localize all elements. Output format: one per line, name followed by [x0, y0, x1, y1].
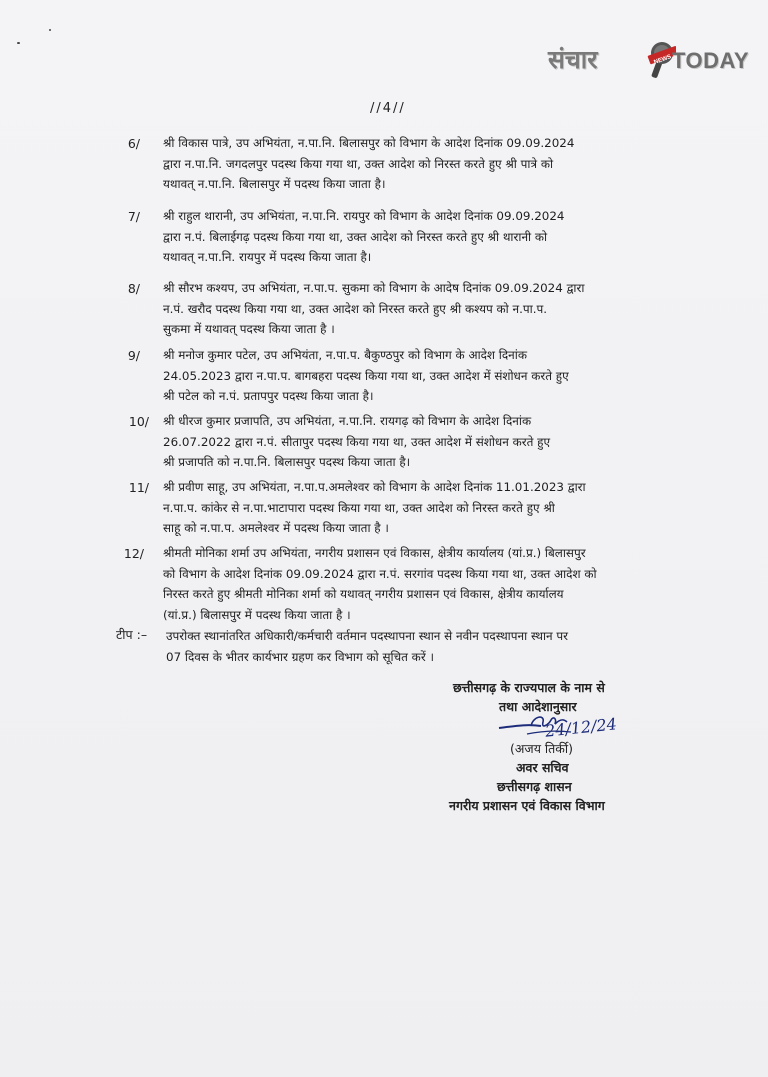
scan-speck [17, 42, 20, 44]
logo-english-text: TODAY [672, 48, 750, 73]
item-line: श्री मनोज कुमार पटेल, उप अभियंता, न.पा.प. बैकुण्ठपुर को विभाग के आदेश दिनांक [163, 348, 527, 362]
item-line: श्री विकास पात्रे, उप अभियंता, न.पा.नि. बिलासपुर को विभाग के आदेश दिनांक 09.09.2024 [163, 136, 575, 150]
government-name: छत्तीसगढ़ शासन [497, 779, 572, 794]
item-line: श्री धीरज कुमार प्रजापति, उप अभियंता, न.पा.नि. रायगढ़ को विभाग के आदेश दिनांक [163, 414, 532, 428]
item-number: 10/ [128, 414, 149, 429]
item-line: द्वारा न.पा.नि. जगदलपुर पदस्थ किया गया था, उक्त आदेश को निरस्त करते हुए श्री पात्रे को [163, 156, 554, 171]
item-line: 24.05.2023 द्वारा न.पा.प. बागबहरा पदस्थ किया गया था, उक्त आदेश में संशोधन करते हुए [163, 368, 569, 383]
microphone-icon [640, 40, 676, 80]
signatory-designation: अवर सचिव [516, 760, 569, 775]
item-line: श्री राहुल थारानी, उप अभियंता, न.पा.नि. रायपुर को विभाग के आदेश दिनांक 09.09.2024 [163, 209, 565, 223]
item-text [163, 477, 685, 539]
note-line: उपरोक्त स्थानांतरित अधिकारी/कर्मचारी वर्तमान पदस्थापना स्थान से नवीन पदस्थापना स्थान पर [166, 629, 569, 643]
logo-hindi-text: संचार [548, 45, 598, 74]
item-number: 12/ [123, 546, 144, 561]
item-line: श्री प्रजापति को न.पा.नि. बिलासपुर पदस्थ किया जाता है। [163, 455, 411, 469]
item-line: निरस्त करते हुए श्रीमती मोनिका शर्मा को यथावत् नगरीय प्रशासन एवं विकास, क्षेत्रीय कार्यालय [163, 587, 564, 601]
item-text [163, 345, 685, 407]
authority-line-1: छत्तीसगढ़ के राज्यपाल के नाम से [453, 680, 605, 695]
item-line: श्री प्रवीण साहू, उप अभियंता, न.पा.प.अमलेश्वर को विभाग के आदेश दिनांक 11.01.2023 द्वारा [163, 480, 586, 494]
item-line: द्वारा न.पं. बिलाईगढ़ पदस्थ किया गया था, उक्त आदेश को निरस्त करते हुए श्री थारानी को [163, 229, 548, 244]
item-line: साहू को न.पा.प. अमलेश्वर में पदस्थ किया जाता है । [163, 521, 389, 535]
item-number: 6/ [127, 136, 140, 151]
item-number: 9/ [127, 348, 140, 363]
page-number: //4// [370, 101, 406, 116]
item-line: यथावत् न.पा.नि. बिलासपुर में पदस्थ किया जाता है। [163, 177, 386, 191]
item-line: 26.07.2022 द्वारा न.पं. सीतापुर पदस्थ किया गया था, उक्त आदेश में संशोधन करते हुए [163, 434, 551, 449]
note-label: टीप :– [116, 627, 148, 642]
item-number: 7/ [127, 209, 140, 224]
signature-date: 24/12/24 [544, 714, 618, 741]
department-name: नगरीय प्रशासन एवं विकास विभाग [449, 798, 605, 813]
item-text [163, 278, 685, 340]
item-text [163, 411, 685, 473]
item-line: (यां.प्र.) बिलासपुर में पदस्थ किया जाता है । [163, 607, 351, 622]
scan-speck [49, 29, 51, 31]
item-line: श्रीमती मोनिका शर्मा उप अभियंता, नगरीय प्रशासन एवं विकास, क्षेत्रीय कार्यालय (यां.प्र.) बिलासपुर [163, 546, 586, 560]
item-line: सुकमा में यथावत् पदस्थ किया जाता है । [163, 322, 335, 336]
item-line: न.पा.प. कांकेर से न.पा.भाटापारा पदस्थ किया गया था, उक्त आदेश को निरस्त करते हुए श्री [163, 500, 555, 515]
item-line: श्री पटेल को न.पं. प्रतापपुर पदस्थ किया जाता है। [163, 389, 374, 403]
item-number: 11/ [128, 480, 149, 495]
note-line: 07 दिवस के भीतर कार्यभार ग्रहण कर विभाग को सूचित करें । [166, 650, 434, 664]
item-text [163, 206, 685, 268]
item-text [163, 543, 685, 625]
item-line: न.पं. खरौद पदस्थ किया गया था, उक्त आदेश को निरस्त करते हुए श्री कश्यप को न.पा.प. [163, 301, 548, 316]
sanchar-today-logo [548, 40, 750, 82]
signatory-name: (अजय तिर्की) [510, 741, 574, 756]
item-number: 8/ [127, 281, 140, 296]
item-line: यथावत् न.पा.नि. रायपुर में पदस्थ किया जाता है। [163, 250, 372, 264]
item-text [163, 133, 685, 195]
item-line: को विभाग के आदेश दिनांक 09.09.2024 द्वारा न.पं. सरगांव पदस्थ किया गया था, उक्त आदेश को [163, 566, 597, 581]
item-line: श्री सौरभ कश्यप, उप अभियंता, न.पा.प. सुकमा को विभाग के आदेष दिनांक 09.09.2024 द्वारा [163, 281, 585, 295]
authority-line-2: तथा आदेशानुसार [499, 699, 577, 714]
logo-mic-label: NEWS [653, 54, 673, 66]
note-text [166, 626, 696, 668]
